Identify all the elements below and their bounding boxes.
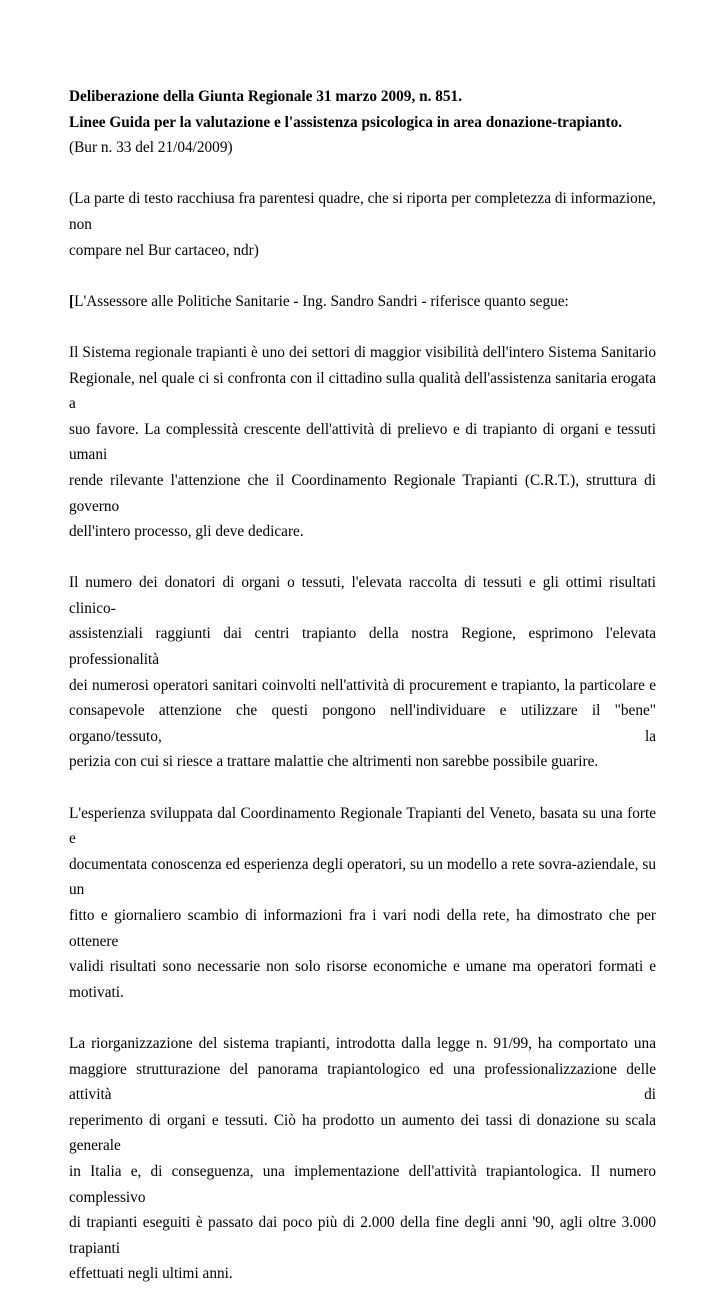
- paragraph-1: [69, 340, 656, 545]
- document-title: Deliberazione della Giunta Regionale 31 marzo 2009, n. 851.: [69, 88, 463, 105]
- document-subtitle: Linee Guida per la valutazione e l'assistenza psicologica in area donazione-trapianto.: [69, 113, 623, 131]
- paragraph-line: consapevole attenzione che questi pongono nell'individuare e utilizzare il "bene" organo/tessuto, la: [69, 702, 656, 745]
- paragraph-line: reperimento di organi e tessuti. Ciò ha prodotto un aumento dei tassi di donazione su scala generale: [69, 1111, 656, 1155]
- paragraph-line: perizia con cui si riesce a trattare malattie che altrimenti non sarebbe possibile guarire.: [69, 753, 599, 771]
- paragraph-line: suo favore. La complessità crescente dell'attività di prelievo e di trapianto di organi e tessuti umani: [69, 420, 656, 464]
- paragraph-line: effettuati negli ultimi anni.: [69, 1265, 233, 1283]
- document-page: [69, 84, 656, 1313]
- paragraph-line: fitto e giornaliero scambio di informazioni fra i vari nodi della rete, ha dimostrato che per ottenere: [69, 907, 656, 950]
- editorial-note: [69, 186, 656, 263]
- opening-bracket: [: [69, 292, 75, 310]
- paragraph-line: Il numero dei donatori di organi o tessuti, l'elevata raccolta di tessuti e gli ottimi risultati clinico-: [69, 574, 656, 617]
- paragraph-line: dell'intero processo, gli deve dedicare.: [69, 523, 304, 541]
- paragraph-line: in Italia e, di conseguenza, una implementazione dell'attività trapiantologica. Il numero complessivo: [69, 1162, 656, 1206]
- spacer: [69, 263, 656, 289]
- paragraph-line: L'esperienza sviluppata dal Coordinamento Regionale Trapianti del Veneto, basata su una forte e: [69, 804, 656, 848]
- paragraph-line: La riorganizzazione del sistema trapianti, introdotta dalla legge n. 91/99, ha comportato una: [69, 1034, 656, 1052]
- paragraph-line: rende rilevante l'attenzione che il Coordinamento Regionale Trapianti (C.R.T.), struttura di governo: [69, 471, 656, 515]
- paragraph-line: Il Sistema regionale trapianti è uno dei settori di maggior visibilità dell'intero Sistema Sanitario: [69, 343, 656, 361]
- paragraph-line: di trapianti eseguiti è passato dai poco più di 2.000 della fine degli anni '90, agli oltre 3.000 trapianti: [69, 1214, 656, 1257]
- paragraph-line: motivati.: [69, 983, 124, 1001]
- paragraph-line: maggiore strutturazione del panorama trapiantologico ed una professionalizzazione delle attività di: [69, 1060, 656, 1104]
- paragraph-2: [69, 570, 656, 775]
- spacer: [69, 161, 656, 187]
- paragraph-3: [69, 801, 656, 1006]
- paragraph-line: dei numerosi operatori sanitari coinvolti nell'attività di procurement e trapianto, la particolare e: [69, 676, 656, 694]
- paragraph-line: validi risultati sono necessarie non solo risorse economiche e umane ma operatori formati e: [69, 958, 656, 976]
- paragraph-line: assistenziali raggiunti dai centri trapianto della nostra Regione, esprimono l'elevata professionalità: [69, 625, 656, 669]
- editorial-note-line: (La parte di testo racchiusa fra parentesi quadre, che si riporta per completezza di informazione, non: [69, 190, 656, 233]
- bur-reference: (Bur n. 33 del 21/04/2009): [69, 139, 233, 157]
- spacer: [69, 314, 656, 340]
- intro-text: L'Assessore alle Politiche Sanitarie - Ing. Sandro Sandri - riferisce quanto segue:: [74, 292, 569, 310]
- paragraph-line: documentata conoscenza ed esperienza degli operatori, su un modello a rete sovra-aziendale, su un: [69, 855, 656, 899]
- paragraph-4: [69, 1031, 656, 1287]
- paragraph-line: Regionale, nel quale ci si confronta con il cittadino sulla qualità dell'assistenza sanitaria erogata a: [69, 369, 656, 413]
- intro-line: [69, 289, 656, 315]
- editorial-note-line: compare nel Bur cartaceo, ndr): [69, 241, 259, 259]
